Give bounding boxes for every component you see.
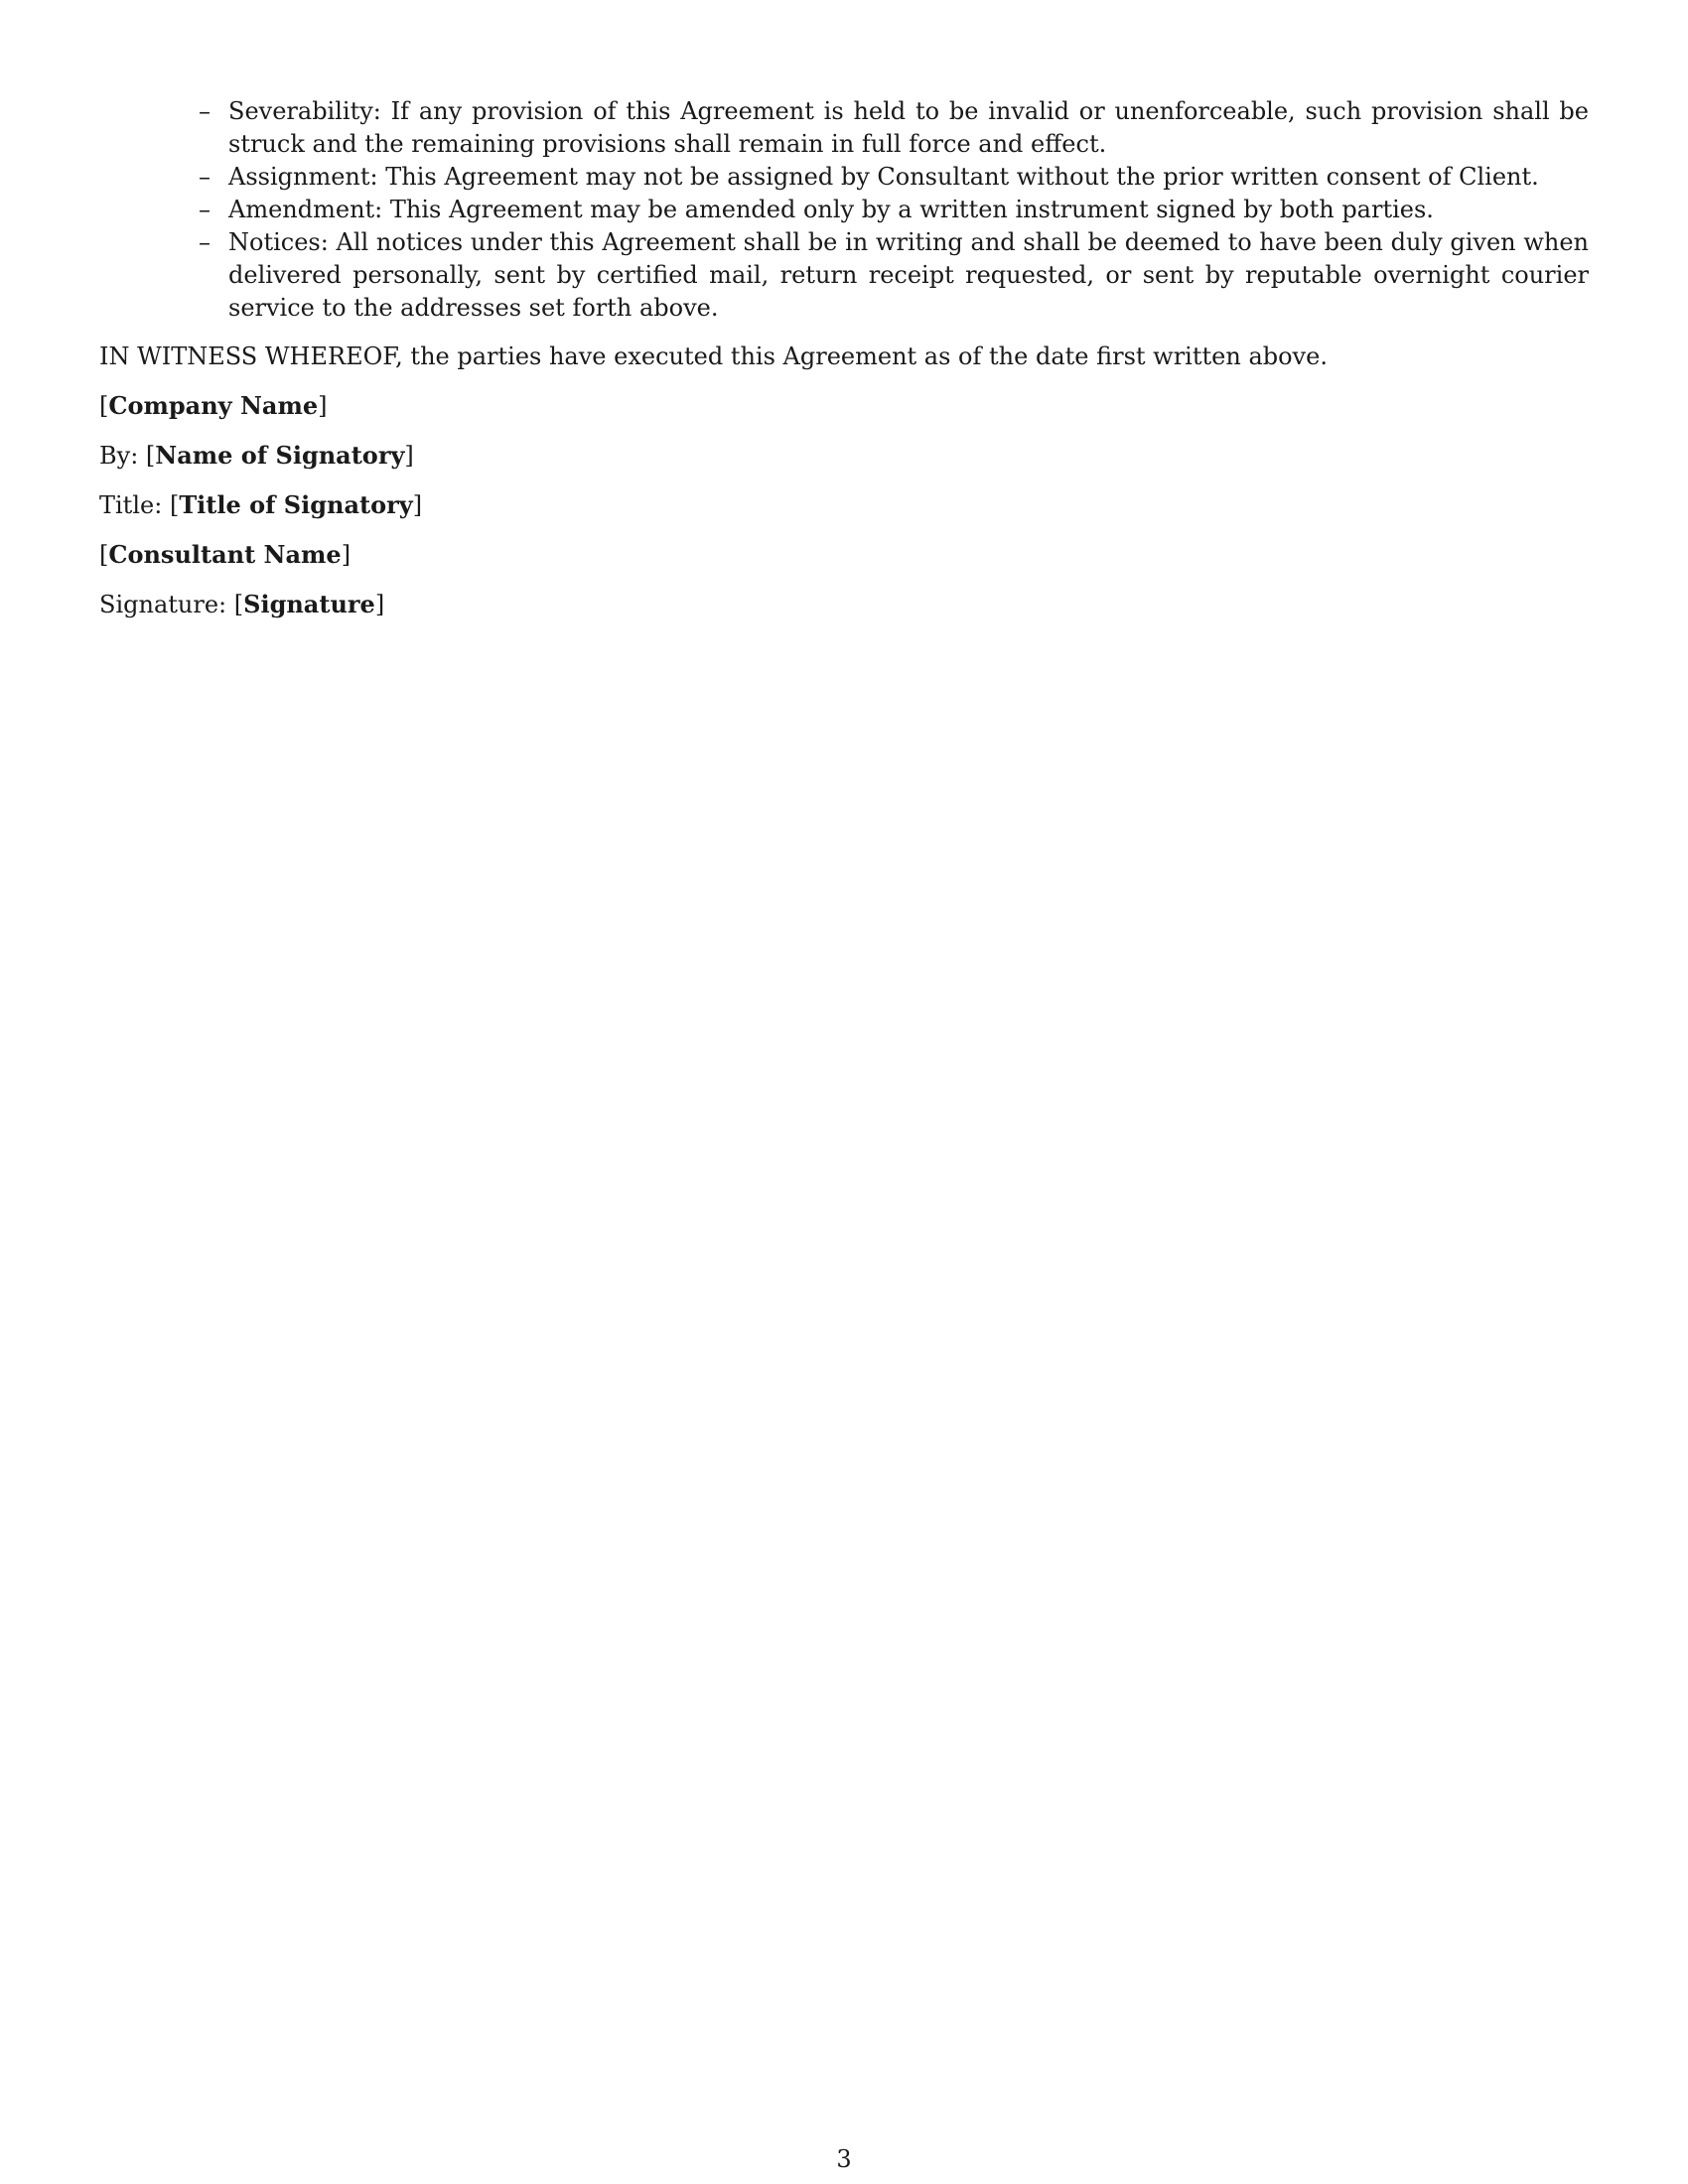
bracket-open: [ [99,392,109,420]
page-number: 3 [836,2145,852,2173]
bracket-open: [ [145,442,156,470]
list-dash: – [199,97,211,125]
title-label: Title: [99,491,163,519]
title-line [99,488,1589,522]
bracket-open: [ [233,591,244,618]
list-dash: – [199,228,211,256]
by-line [99,439,1589,473]
clause-list [99,95,1589,325]
witness-statement: IN WITNESS WHEREOF, the parties have executed this Agreement as of the date first written above. [99,342,1328,370]
clause-text: Assignment: This Agreement may not be assigned by Consultant without the prior written consent of Client. [228,163,1539,191]
bracket-open: [ [169,491,180,519]
signatory-name-placeholder: Name of Signatory [155,441,405,470]
bracket-close: ] [341,541,352,569]
list-dash: – [199,163,211,191]
clause-text: Amendment: This Agreement may be amended only by a written instrument signed by both parties. [228,196,1434,223]
document-body [99,95,1589,621]
by-label: By: [99,442,139,470]
signature-placeholder: Signature [243,590,375,618]
bracket-close: ] [404,442,414,470]
signature-line [99,588,1589,621]
clause-amendment [199,194,1589,226]
bracket-close: ] [374,591,385,618]
list-dash: – [199,196,211,223]
consultant-name-line [99,538,1589,572]
company-name-line [99,389,1589,423]
company-name-placeholder: Company Name [108,391,319,420]
bracket-open: [ [99,541,109,569]
clause-notices [199,226,1589,325]
signature-label: Signature: [99,591,227,618]
clause-severability [199,95,1589,161]
clause-text: Severability: If any provision of this Agreement is held to be invalid or unenforceable, such provision shall be struck and the remaining provisions shall remain in full force and effect. [228,97,1589,158]
consultant-name-placeholder: Consultant Name [108,540,342,569]
clause-assignment [199,161,1589,194]
signatory-title-placeholder: Title of Signatory [179,490,413,519]
bracket-close: ] [318,392,328,420]
bracket-close: ] [412,491,423,519]
clause-text: Notices: All notices under this Agreement shall be in writing and shall be deemed to have been duly given when delivered personally, sent by certified mail, return receipt requested, or sent by reputable overnight courier service to the addresses set forth above. [228,228,1589,322]
